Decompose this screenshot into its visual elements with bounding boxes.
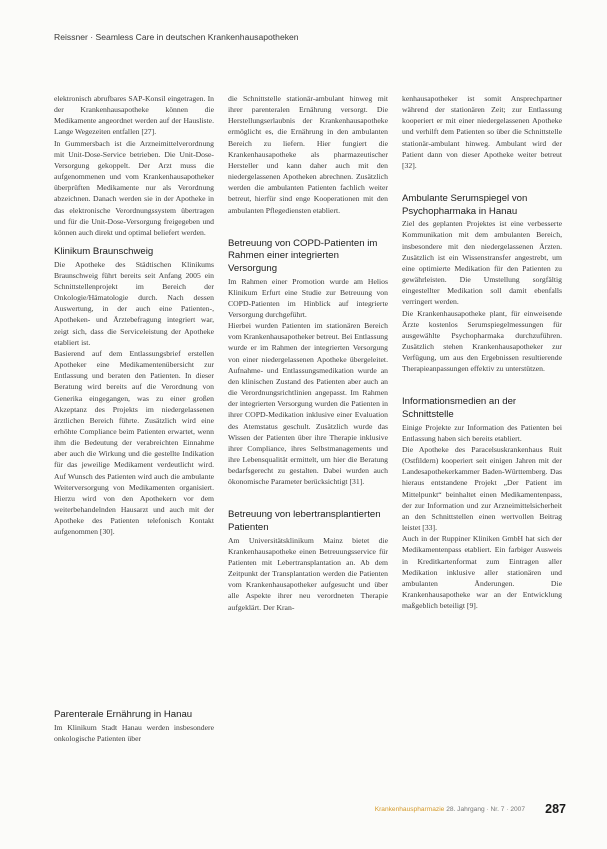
paragraph: Am Universitätsklinikum Mainz bietet die Krankenhausapotheke einen Betreuungsservice für Patienten mit Lebertransplantation an. Ab dem Zeitpunkt der Transplantation werden die Patienten vom Krankenhausapotheker aufgesucht und über alle Aspekte ihrer neu verordneten Therapie aufgeklärt. Der Kran- <box>228 535 388 612</box>
paragraph: Hierbei wurden Patienten im stationären Bereich vom Krankenhausapotheker betreut. Bei Entlassung wurde er im Rahmen der integrierten Versorgung von einer niedergelassenen Apotheke übergeleitet. Aufnahme- und Entlassungsmedikation wurde an den klinischen Zustand des Patienten aber auch an die Verordnungsrichtlinien angepasst. Im Rahmen der integrierten Versorgung wurden die Patienten in ihrer COPD-Medikation inklusive einer Evaluation des Atemstatus geschult. Zusätzlich wurde das Wissen der Patienten über ihre Therapie inklusive ihrer Compliance, ihres Selbstmanagements und ihre Lebensqualität ermittelt, um hier die Beratung bedarfsgerecht zu gestalten. Dabei wurden auch ökonomische Parameter berücksichtigt [31]. <box>228 321 388 487</box>
section-heading-braunschweig: Klinikum Braunschweig <box>54 246 154 258</box>
paragraph: die Schnittstelle stationär-ambulant hinweg mit ihrer parenteralen Ernährung versorgt. Die Herstellungserlaubnis der Krankenhausapotheke ermöglicht es, die Ernährung in den ambulanten Bereich zu liefern. Hier fungiert die Krankenhausapotheke als pharmazeutischer Hersteller und kann daher auch mit den niedergelassenen Apotheken abrechnen. Zusätzlich werden die ambulanten Patienten fachlich weiter betreut, hierfür sind enge Kooperationen mit den ambulanten Pflegediensten etabliert. <box>228 94 388 215</box>
paragraph: elektronisch abrufbares SAP-Konsil eingetragen. In der Krankenhausapotheke können die Medikamente angeordnet werden auf der Hausliste. Lange Wegezeiten entfallen [27]. <box>54 94 214 137</box>
paragraph: Auch in der Ruppiner Kliniken GmbH hat sich der Medikamentenpass etabliert. Ein farbiger Ausweis in Kreditkartenformat zum Eintragen aller Medikation inklusive aller stationären und ambulanten Änderungen. Die Krankenhausapotheke war an der Entwicklung maßgeblich beteiligt [9]. <box>402 534 562 611</box>
column-1 <box>54 93 214 538</box>
column-2 <box>228 93 388 613</box>
paragraph: Ziel des geplanten Projektes ist eine verbesserte Kommunikation mit dem ambulanten Bereich, insbesondere mit den niedergelassenen Ärzten. Zusätzlich ist ein Wissenstransfer angestrebt, um eine optimierte Medikation für den Patienten zu gewährleisten. Die Umstellung sorgfältig eingestellter Medikation soll damit ebenfalls verringert werden. <box>402 219 562 307</box>
section-heading-leber: Betreuung von lebertransplantierten Patienten <box>228 509 381 534</box>
column-1-bottom <box>54 709 214 744</box>
paragraph: kenhausapotheker ist somit Ansprechpartner während der stationären Zeit; zur Entlassung kooperiert er mit einer niedergelassenen Apotheke und verhilft dem Patienten so über die Schnittstelle stationär-ambulant hinweg. Ambulant wird der Patient dann von dieser Apotheke weiter betreut [32]. <box>402 94 562 170</box>
running-head: Reissner · Seamless Care in deutschen Krankenhausapotheken <box>54 32 299 42</box>
paragraph: Im Klinikum Stadt Hanau werden insbesondere onkologische Patienten über <box>54 722 214 743</box>
paragraph: Einige Projekte zur Information des Patienten bei Entlassung haben sich bereits etabliert. <box>402 422 562 443</box>
issue-info: 28. Jahrgang · Nr. 7 · 2007 <box>446 806 525 813</box>
paragraph: Die Apotheke des Städtischen Klinikums Braunschweig führt bereits seit Anfang 2005 ein Schnittstellenprojekt im Bereich der Onkologie/Hämatologie durch. Nach dessen Auswertung, in der auch eine Patienten-, Apotheken- und Ärztebefragung integriert war, zeigt sich, dass die Serviceleistung der Apotheke etabliert ist. <box>54 259 214 347</box>
paragraph: Die Apotheke des Paracelsuskrankenhaus Ruit (Ostfildern) kooperiert seit einigen Jahren mit der Landesapothekerkammer Baden-Württemberg. Das hieraus entstandene Projekt „Der Patient im Mittelpunkt“ beinhaltet einen Medikamentenpass, der zur Information und zur Arzneimittelsicherheit an den Schnittstellen einen wertvollen Beitrag leistet [33]. <box>402 444 562 533</box>
section-heading-informationsmedien: Informationsmedien an der Schnittstelle <box>402 396 517 421</box>
section-heading-copd: Betreuung von COPD-Patienten im Rahmen einer integrierten Versorgung <box>228 237 378 274</box>
section-heading-serumspiegel: Ambulante Serumspiegel von Psychopharmaka in Hanau <box>402 193 528 217</box>
footer <box>375 806 525 813</box>
paragraph: Die Krankenhausapotheke plant, für einweisende Ärzte kostenlos Serumspiegelmessungen für ausgewählte Psychopharmaka durchzuführen. Zusätzlich stehen Krankenhausapotheker zur Verfügung, um aus den Ergebnissen resultierende Therapieanpassungen effektiv zu unterstützen. <box>402 308 562 374</box>
section-heading-parenterale: Parenterale Ernährung in Hanau <box>54 709 193 720</box>
paragraph: In Gummersbach ist die Arzneimittelverordnung mit Unit-Dose-Service betrieben. Die Unit-Dose-Versorgung gekoppelt. Der Arzt muss die aufgenommenen und vom Krankenhausapotheker überprüften Medikamente nur als Verordnung abzeichnen. Danach werden sie in der Apotheke in das elektronische Verordnungssystem übertragen und für die Unit-Dose-Versorgung freigegeben und können auch direkt und optimal beliefert werden. <box>54 138 214 237</box>
journal-name: Krankenhauspharmazie <box>374 806 445 813</box>
column-3 <box>402 93 562 611</box>
page-number: 287 <box>545 802 566 816</box>
paragraph: Basierend auf dem Entlassungsbrief erstellen Apotheker eine Medikamentenübersicht zur Entlassung und beraten den Patienten. In dieser Beratung wird bereits auf die Verordnung von Generika eingegangen, was zu einer großen Akzeptanz des Projekts im niedergelassenen ärztlichen Bereich führte. Zusätzlich wird eine erhöhte Compliance beim Patienten erwartet, wenn ihm die Bedeutung der verabreichten Einnahme aber auch die Wirkung und die gestellte Indikation für das jeweilige Medikament verdeutlicht wird. Auf Wunsch des Patienten wird auch die ambulante Weiterversorgung von Medikamenten organisiert. Hierzu wird von den Apothekern vor dem weiterbehandelnden Hausarzt und auch mit der Apotheke des Patienten telefonisch Kontakt aufgenommen [30]. <box>54 348 214 537</box>
paragraph: Im Rahmen einer Promotion wurde am Helios Klinikum Erfurt eine Studie zur Betreuung von COPD-Patienten im Hinblick auf integrierte Versorgung durchgeführt. <box>228 276 388 319</box>
